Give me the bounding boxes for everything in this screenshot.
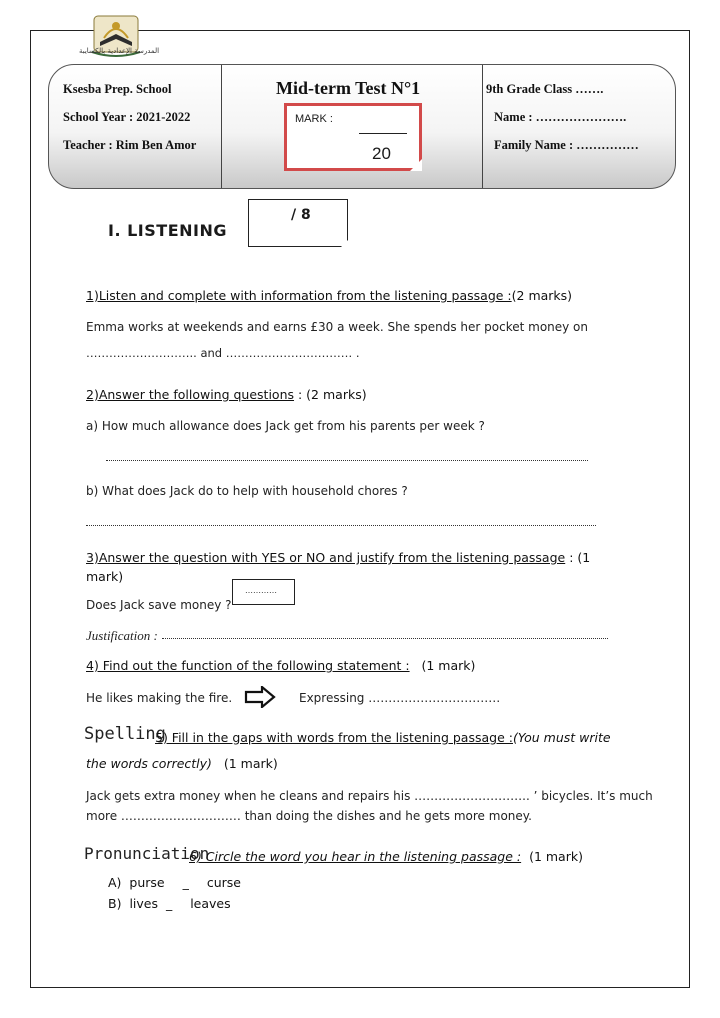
q6-option-word[interactable]: leaves: [190, 896, 231, 911]
q2-instruction-text: 2)Answer the following questions: [86, 387, 295, 402]
q5-note: (You must write: [512, 730, 611, 745]
q6-option-word[interactable]: lives: [129, 896, 158, 911]
section-score: / 8: [291, 207, 311, 223]
q5-label: Spelling: [84, 724, 166, 744]
q2a-question: a) How much allowance does Jack get from his parents per week ?: [86, 419, 485, 433]
q1-fill-line[interactable]: ……………………….. and …………………………… .: [86, 346, 360, 360]
arrow-right-icon: [244, 686, 276, 708]
header-divider: [221, 65, 222, 188]
q6-option-letter: B): [108, 896, 122, 911]
q2b-answer-line[interactable]: [86, 519, 596, 526]
header-divider: [482, 65, 483, 188]
q4-instruction-text: 4) Find out the function of the following statement :: [86, 658, 410, 673]
school-name: Ksesba Prep. School: [63, 82, 172, 96]
q6-option-b: [108, 896, 231, 911]
score-box-fold: [340, 239, 349, 248]
q3-justification-line[interactable]: [162, 630, 608, 639]
q2a-answer-line[interactable]: [106, 454, 588, 461]
q3-answer-dots: …………: [245, 586, 277, 595]
mark-box: [284, 103, 422, 171]
mark-fraction-line: [359, 133, 407, 134]
q6-instruction: [189, 849, 583, 864]
q6-option-letter: A): [108, 875, 122, 890]
school-year: School Year : 2021-2022: [63, 110, 191, 124]
school-logo-caption: المدرسة الإعدادية بالكسايبة: [78, 47, 160, 55]
teacher-name: Teacher : Rim Ben Amor: [63, 138, 197, 152]
q1-text: Emma works at weekends and earns £30 a week. She spends her pocket money on: [86, 320, 589, 334]
q3-marks-cont: mark): [86, 569, 124, 584]
q6-option-a: [108, 875, 241, 890]
q5-line-1[interactable]: Jack gets extra money when he cleans and repairs his ……………………….. ’ bicycles. It’s much: [86, 789, 653, 803]
q1-instruction: [86, 288, 572, 303]
class-field[interactable]: 9th Grade Class …….: [486, 82, 604, 96]
q1-marks: (2 marks): [511, 288, 573, 303]
section-score-box: [248, 199, 348, 247]
q4-statement: He likes making the fire.: [86, 691, 233, 705]
q5-note-cont: the words correctly): [86, 756, 212, 771]
q4-instruction: [86, 658, 475, 673]
q1-instruction-text: 1)Listen and complete with information from the listening passage :: [86, 288, 512, 303]
q5-line-2[interactable]: more ………………………… than doing the dishes and he gets more money.: [86, 809, 532, 823]
header-box: [48, 64, 676, 189]
q6-label: Pronunciation: [84, 844, 210, 863]
name-field[interactable]: Name : ………………….: [494, 110, 627, 124]
mark-total: 20: [372, 144, 391, 163]
q6-option-word[interactable]: purse: [129, 875, 165, 890]
q3-question: Does Jack save money ?: [86, 598, 232, 612]
q5-instruction-text: 5) Fill in the gaps with words from the listening passage :: [155, 730, 513, 745]
q5-note-line: [86, 756, 278, 771]
q3-justification-label: Justification :: [86, 628, 158, 643]
q3-instruction-text: 3)Answer the question with YES or NO and justify from the listening passage: [86, 550, 566, 565]
q6-marks: (1 mark): [529, 849, 583, 864]
q6-option-separator: _: [182, 875, 189, 890]
test-title: Mid-term Test N°1: [276, 78, 421, 98]
q6-instruction-text: 6) Circle the word you hear in the listening passage :: [189, 849, 522, 864]
q2-instruction: [86, 387, 367, 402]
q4-marks: (1 mark): [421, 658, 476, 673]
mark-label: MARK :: [295, 113, 333, 125]
q3-instruction: [86, 550, 590, 565]
q5-marks: (1 mark): [223, 756, 278, 771]
section-title: I. LISTENING: [108, 221, 227, 240]
q3-marks: : (1: [565, 550, 591, 565]
q3-answer-box[interactable]: [232, 579, 295, 605]
family-name-field[interactable]: Family Name : ……………: [494, 138, 639, 152]
q4-answer[interactable]: Expressing ……………………………: [299, 691, 501, 705]
q6-option-word[interactable]: curse: [206, 875, 241, 890]
q6-option-separator: _: [165, 896, 173, 911]
q5-instruction: [155, 730, 611, 745]
mark-box-fold: [410, 159, 422, 171]
q2-marks: : (2 marks): [294, 387, 367, 402]
q2b-question: b) What does Jack do to help with household chores ?: [86, 484, 408, 498]
